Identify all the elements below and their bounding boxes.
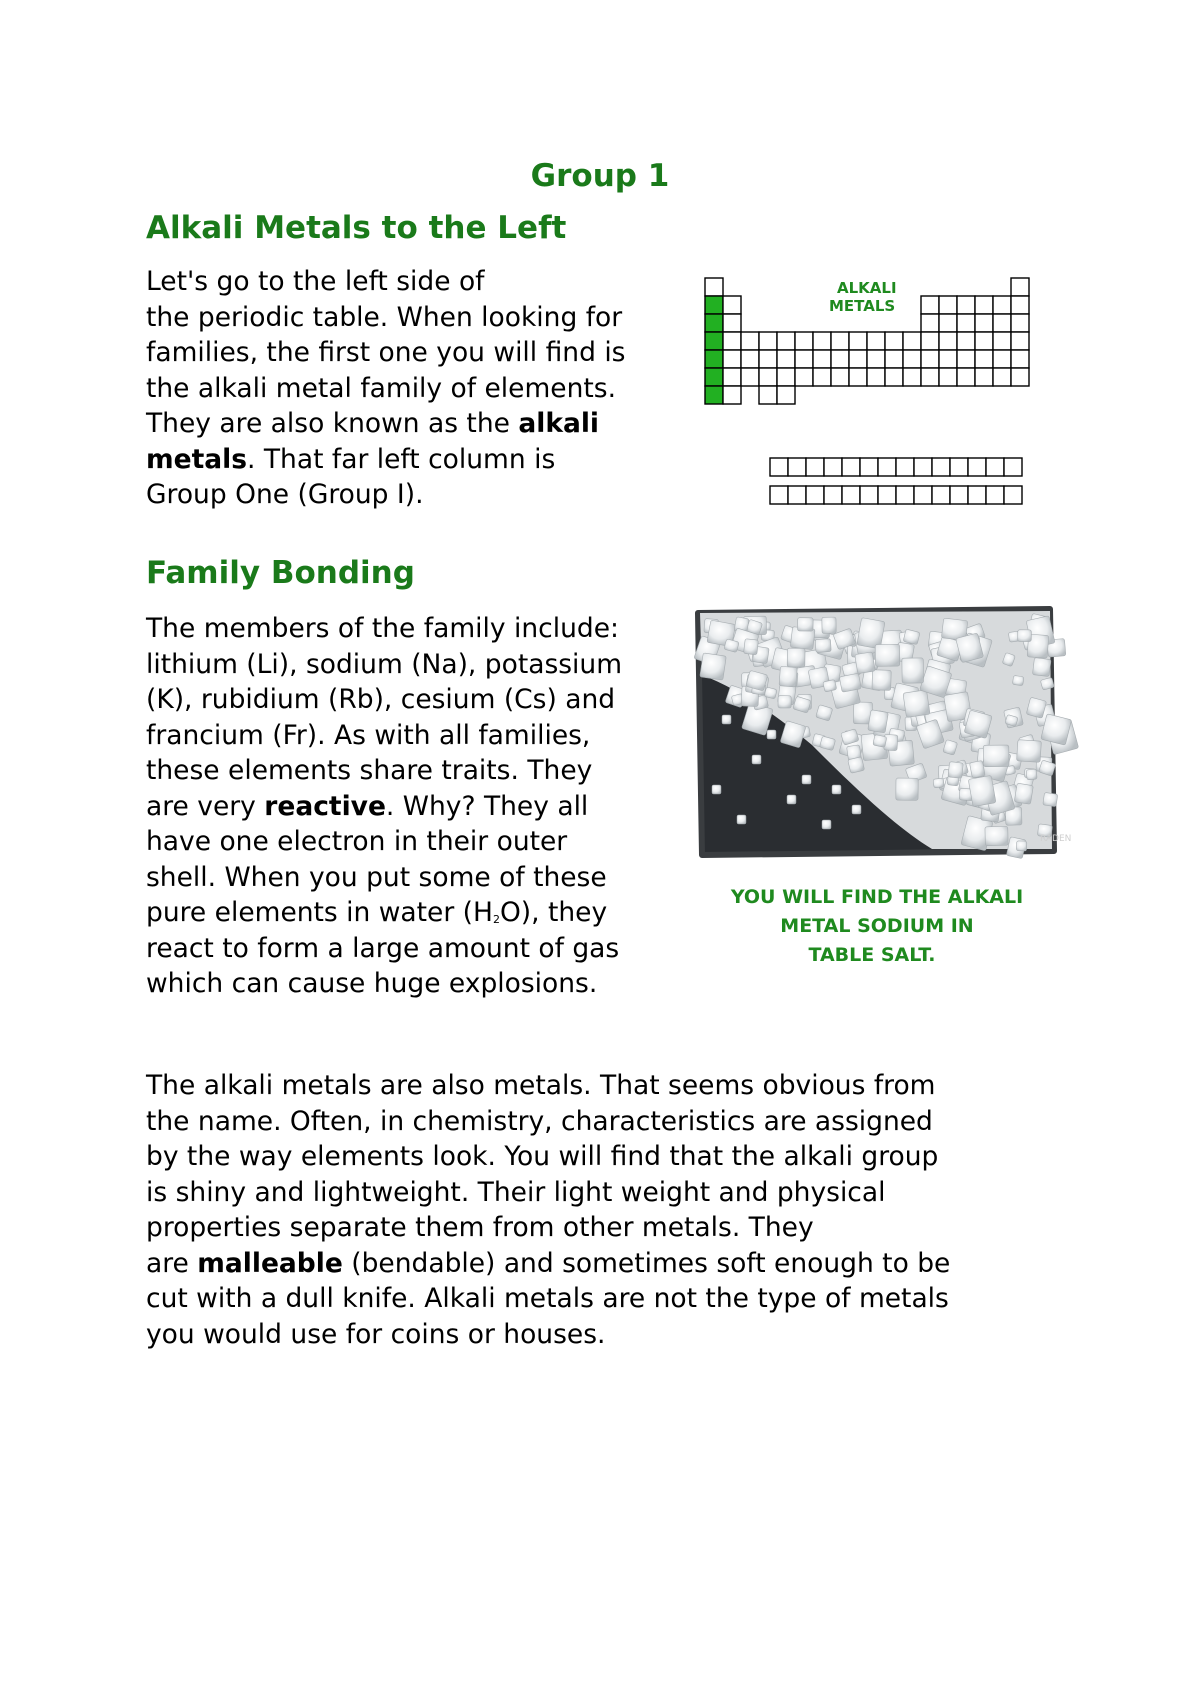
element-cell [741, 332, 759, 350]
element-cell [975, 296, 993, 314]
salt-crystal [875, 644, 900, 666]
photo-watermark: RADEN [1040, 834, 1072, 844]
element-cell [968, 486, 986, 504]
text-line: francium (Fr). As with all families, [146, 719, 591, 751]
element-cell [723, 368, 741, 386]
element-cell [831, 368, 849, 386]
caption-line: YOU WILL FIND THE ALKALI [730, 886, 1024, 908]
element-cell [777, 386, 795, 404]
salt-crystal [968, 775, 996, 806]
subscript: 2 [492, 913, 500, 926]
salt-crystal [712, 785, 721, 794]
element-cell [813, 368, 831, 386]
element-cell [903, 350, 921, 368]
salt-crystal [873, 735, 887, 748]
salt-crystal [1017, 740, 1042, 763]
text-line: react to form a large amount of gas [146, 932, 620, 964]
salt-crystal [802, 775, 811, 784]
element-cell [885, 368, 903, 386]
element-cell [849, 332, 867, 350]
element-cell [831, 350, 849, 368]
element-cell [921, 332, 939, 350]
salt-crystal [815, 639, 831, 653]
element-cell [1011, 332, 1029, 350]
element-cell [759, 386, 777, 404]
element-cell [1011, 314, 1029, 332]
bold-term: alkali [518, 408, 599, 439]
caption-line: TABLE SALT. [808, 944, 936, 966]
alkali-cell [705, 386, 723, 404]
salt-crystal [1012, 675, 1024, 685]
element-cell [993, 332, 1011, 350]
element-cell [986, 458, 1004, 476]
element-cell [867, 332, 885, 350]
element-cell [939, 296, 957, 314]
element-cell [957, 368, 975, 386]
text-line: which can cause huge explosions. [146, 968, 598, 999]
element-cell [968, 458, 986, 476]
salt-crystal [787, 648, 805, 667]
element-cell [741, 350, 759, 368]
salt-crystal [823, 679, 837, 692]
element-cell [723, 314, 741, 332]
salt-crystal [779, 666, 797, 687]
element-cell [806, 458, 824, 476]
element-cell [795, 368, 813, 386]
element-cell [824, 458, 842, 476]
element-cell [921, 296, 939, 314]
salt-crystal [970, 761, 986, 779]
element-cell [777, 332, 795, 350]
text-line: by the way elements look. You will find that the alkali group [146, 1141, 939, 1172]
element-cell [777, 350, 795, 368]
element-cell [1011, 278, 1029, 296]
caption-line: METAL SODIUM IN [780, 915, 974, 937]
element-cell [957, 296, 975, 314]
element-cell [867, 368, 885, 386]
element-cell [824, 486, 842, 504]
element-cell [975, 332, 993, 350]
element-cell [831, 332, 849, 350]
text-line: you would use for coins or houses. [146, 1318, 606, 1350]
periodic-table-figure [705, 278, 1050, 518]
element-cell [975, 368, 993, 386]
element-cell [813, 350, 831, 368]
text-line: metals. That far left column is [146, 443, 556, 475]
element-cell [903, 368, 921, 386]
text-line: the alkali metal family of elements. [146, 372, 616, 404]
salt-crystal [752, 755, 761, 764]
bold-term: malleable [197, 1247, 343, 1279]
salt-crystal [852, 805, 861, 814]
text-line: are malleable (bendable) and sometimes soft enough to be [146, 1247, 951, 1279]
text-line: families, the first one you will find is [146, 337, 626, 368]
element-cell [788, 458, 806, 476]
element-cell [849, 350, 867, 368]
element-cell [914, 458, 932, 476]
salt-crystal [787, 795, 796, 804]
salt-crystal [1026, 769, 1037, 780]
element-cell [1011, 296, 1029, 314]
element-cell [723, 296, 741, 314]
table-salt-figure [692, 605, 1072, 975]
element-cell [932, 458, 950, 476]
element-cell [723, 386, 741, 404]
salt-crystal [855, 652, 875, 674]
heading-alkali-metals: Alkali Metals to the Left [146, 210, 567, 246]
element-cell [860, 486, 878, 504]
salt-crystal [896, 778, 918, 800]
text-line: They are also known as the alkali [146, 408, 599, 439]
element-cell [842, 486, 860, 504]
salt-crystal [933, 778, 944, 788]
heading-family-bonding: Family Bonding [146, 555, 415, 591]
salt-crystal [1032, 658, 1051, 677]
element-cell [795, 332, 813, 350]
text-line: cut with a dull knife. Alkali metals are not the type of metals [146, 1283, 949, 1314]
element-cell [723, 350, 741, 368]
element-cell [975, 314, 993, 332]
text-line: Let's go to the left side of [146, 266, 485, 297]
salt-crystal [983, 745, 1009, 767]
element-cell [885, 332, 903, 350]
text-line: the name. Often, in chemistry, characteristics are assigned [146, 1105, 933, 1137]
element-cell [939, 314, 957, 332]
salt-crystal [722, 715, 731, 724]
element-cell [705, 278, 723, 296]
element-cell [842, 458, 860, 476]
intro-paragraph [146, 264, 625, 513]
element-cell [993, 296, 1011, 314]
element-cell [777, 368, 795, 386]
alkali-cell [705, 332, 723, 350]
element-cell [939, 332, 957, 350]
text-line: properties separate them from other metals. They [146, 1212, 814, 1243]
figure-label: ALKALI [837, 279, 897, 297]
element-cell [878, 458, 896, 476]
family-paragraph [146, 611, 622, 1002]
salt-crystal [872, 670, 891, 691]
element-cell [1004, 486, 1022, 504]
text-line: pure elements in water $(H_2O)$, they [146, 897, 608, 928]
element-cell [867, 350, 885, 368]
element-cell [1004, 458, 1022, 476]
text-line: shell. When you put some of these [146, 861, 607, 893]
salt-crystal [1016, 841, 1026, 851]
salt-crystal [902, 658, 924, 683]
text-line: these elements share traits. They [146, 755, 593, 786]
element-cell [932, 486, 950, 504]
element-cell [885, 350, 903, 368]
bold-term: reactive [264, 790, 386, 822]
element-cell [723, 332, 741, 350]
salt-crystal [832, 785, 841, 794]
text-line: the periodic table. When looking for [146, 301, 623, 333]
element-cell [896, 486, 914, 504]
element-cell [950, 458, 968, 476]
text-line: Group One (Group I). [146, 479, 424, 510]
element-cell [939, 350, 957, 368]
element-cell [921, 350, 939, 368]
salt-crystal [1014, 783, 1033, 804]
element-cell [759, 368, 777, 386]
element-cell [741, 368, 759, 386]
element-cell [878, 486, 896, 504]
element-cell [1011, 350, 1029, 368]
salt-crystal [700, 653, 727, 680]
salt-crystal [798, 618, 814, 631]
element-cell [806, 486, 824, 504]
element-cell [950, 486, 968, 504]
salt-crystal [839, 673, 861, 692]
salt-crystal [903, 690, 930, 718]
element-cell [759, 332, 777, 350]
element-cell [788, 486, 806, 504]
salt-crystal [1043, 792, 1058, 806]
text-line: are very reactive. Why? They all [146, 790, 589, 822]
element-cell [903, 332, 921, 350]
element-cell [860, 458, 878, 476]
salt-crystal [948, 762, 963, 779]
text-line: lithium (Li), sodium (Na), potassium [146, 648, 623, 680]
element-cell [770, 486, 788, 504]
salt-crystal [848, 757, 865, 774]
salt-crystal [868, 710, 889, 733]
salt-crystal [767, 730, 776, 739]
element-cell [993, 314, 1011, 332]
page-title: Group 1 [530, 158, 670, 194]
alkali-cell [705, 350, 723, 368]
text-line: The members of the family include: [146, 613, 619, 644]
element-cell [896, 458, 914, 476]
element-cell [795, 350, 813, 368]
salt-crystal [744, 639, 759, 655]
element-cell [914, 486, 932, 504]
salt-crystal [985, 826, 1008, 845]
element-cell [975, 350, 993, 368]
alkali-cell [705, 296, 723, 314]
element-cell [993, 368, 1011, 386]
element-cell [986, 486, 1004, 504]
salt-crystal [1018, 630, 1032, 642]
figure-label: METALS [829, 297, 896, 315]
salt-crystal [822, 617, 836, 633]
text-line: (K), rubidium (Rb), cesium (Cs) and [146, 684, 616, 715]
element-cell [957, 350, 975, 368]
element-cell [849, 368, 867, 386]
element-cell [813, 332, 831, 350]
element-cell [993, 350, 1011, 368]
element-cell [770, 458, 788, 476]
salt-crystal [778, 696, 791, 708]
metals-paragraph [146, 1068, 950, 1352]
salt-crystal [822, 820, 831, 829]
text-line: is shiny and lightweight. Their light weight and physical [146, 1176, 886, 1208]
element-cell [957, 332, 975, 350]
alkali-cell [705, 368, 723, 386]
element-cell [921, 314, 939, 332]
salt-crystal [737, 815, 746, 824]
element-cell [957, 314, 975, 332]
text-line: The alkali metals are also metals. That seems obvious from [146, 1070, 936, 1101]
element-cell [1011, 368, 1029, 386]
element-cell [921, 368, 939, 386]
element-cell [759, 350, 777, 368]
bold-term: metals [146, 443, 247, 475]
element-cell [939, 368, 957, 386]
alkali-cell [705, 314, 723, 332]
text-line: have one electron in their outer [146, 826, 568, 857]
